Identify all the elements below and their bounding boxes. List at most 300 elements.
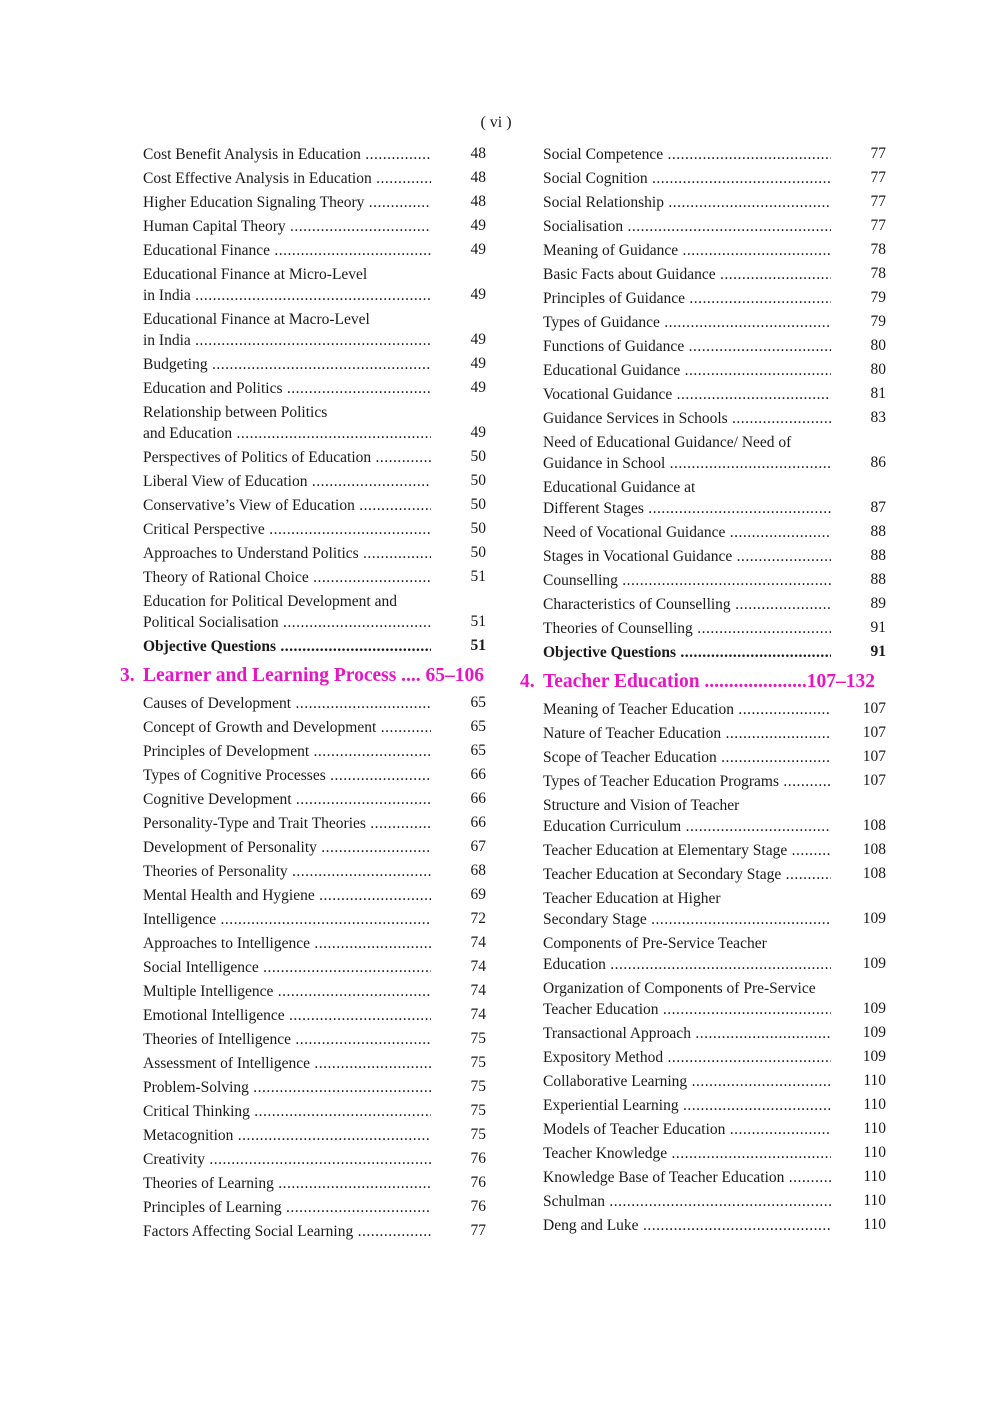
toc-entry-title — [143, 445, 431, 469]
toc-entry-theories-of-learning — [120, 1171, 486, 1195]
toc-entry-line: Knowledge Base of Teacher Education ..... — [543, 1167, 831, 1188]
toc-entry-line: Theories of Learning ..... — [143, 1173, 431, 1194]
toc-entry-nature-of-teacher-education — [520, 721, 886, 745]
toc-entry-line: Stages in Vocational Guidance ..... — [543, 546, 831, 567]
toc-entry-title — [143, 835, 431, 859]
toc-entry-line: Theories of Personality ..... — [143, 861, 431, 882]
toc-entry-human-capital-theory — [120, 214, 486, 238]
toc-page-number: 79 — [870, 313, 886, 330]
toc-entry-title — [543, 976, 831, 1021]
toc-entry-line: Guidance Services in Schools ..... — [543, 408, 831, 429]
toc-entry-scope-of-teacher-education — [520, 745, 886, 769]
toc-entry-line: Types of Guidance ..... — [543, 312, 831, 333]
toc-entry-educational-finance-at-micro-level-in-india — [120, 262, 486, 307]
toc-entry-title — [143, 1171, 431, 1195]
toc-page-number: 51 — [470, 568, 486, 585]
toc-entry-principles-of-learning — [120, 1195, 486, 1219]
toc-entry-title — [143, 1219, 431, 1243]
toc-entry-cognitive-development — [120, 787, 486, 811]
toc-entry-line: Theory of Rational Choice ..... — [143, 567, 431, 588]
toc-entry-title — [143, 541, 431, 565]
toc-entry-social-competence — [520, 142, 886, 166]
toc-entry-title — [543, 520, 831, 544]
toc-page-number: 68 — [470, 862, 486, 879]
toc-entry-teacher-education-at-secondary-stage — [520, 862, 886, 886]
toc-entry-emotional-intelligence — [120, 1003, 486, 1027]
toc-entry-functions-of-guidance — [520, 334, 886, 358]
toc-page-number: 49 — [470, 241, 486, 258]
toc-entry-line: Teacher Knowledge ..... — [543, 1143, 831, 1164]
chapter-heading — [120, 664, 486, 688]
toc-page-number: 88 — [870, 571, 886, 588]
toc-page-number: 75 — [470, 1030, 486, 1047]
toc-page-number: 109 — [862, 910, 886, 927]
toc-entry-title — [143, 811, 431, 835]
toc-entry-personality-type-and-trait-theories — [120, 811, 486, 835]
toc-page-number: 88 — [870, 547, 886, 564]
toc-entry-line: Social Relationship ..... — [543, 192, 831, 213]
toc-entry-title — [143, 517, 431, 541]
toc-entry-approaches-to-understand-politics — [120, 541, 486, 565]
toc-entry-line: Secondary Stage ..... — [543, 909, 831, 930]
toc-entry-collaborative-learning — [520, 1069, 886, 1093]
toc-entry-line: Creativity ..... — [143, 1149, 431, 1170]
toc-entry-line: Social Cognition ..... — [543, 168, 831, 189]
toc-page-number: 65 — [470, 742, 486, 759]
toc-entry-line: Cognitive Development ..... — [143, 789, 431, 810]
toc-entry-principles-of-guidance — [520, 286, 886, 310]
toc-page-number: 49 — [470, 379, 486, 396]
toc-entry-line: Components of Pre-Service Teacher — [543, 934, 767, 952]
toc-entry-line: Teacher Education at Higher — [543, 889, 721, 907]
toc-entry-line: Approaches to Intelligence ..... — [143, 933, 431, 954]
toc-entry-title — [143, 376, 431, 400]
toc-entry-causes-of-development — [120, 691, 486, 715]
toc-page-number: 83 — [870, 409, 886, 426]
toc-entry-title — [543, 1141, 831, 1165]
toc-entry-social-relationship — [520, 190, 886, 214]
toc-entry-counselling — [520, 568, 886, 592]
toc-entry-mental-health-and-hygiene — [120, 883, 486, 907]
toc-entry-title — [543, 262, 831, 286]
toc-entry-title — [143, 190, 431, 214]
toc-entry-experiential-learning — [520, 1093, 886, 1117]
toc-page-number: 107 — [862, 724, 886, 741]
toc-page-number: 91 — [870, 643, 886, 660]
toc-entry-title — [143, 931, 431, 955]
toc-entry-educational-guidance-at-different-stages — [520, 475, 886, 520]
toc-entry-title — [143, 142, 431, 166]
toc-page-number: 49 — [470, 355, 486, 372]
toc-entry-line: Deng and Luke ..... — [543, 1215, 831, 1236]
toc-entry-knowledge-base-of-teacher-education — [520, 1165, 886, 1189]
toc-entry-line: Counselling ..... — [543, 570, 831, 591]
toc-entry-line: Liberal View of Education ..... — [143, 471, 431, 492]
toc-page-number: 50 — [470, 520, 486, 537]
toc-entry-socialisation — [520, 214, 886, 238]
toc-entry-line: Metacognition ..... — [143, 1125, 431, 1146]
toc-page-number: 109 — [862, 955, 886, 972]
toc-page-number: 78 — [870, 241, 886, 258]
toc-entry-line: Education Curriculum ..... — [543, 816, 831, 837]
toc-entry-line: Multiple Intelligence ..... — [143, 981, 431, 1002]
toc-entry-metacognition — [120, 1123, 486, 1147]
toc-page-number: 51 — [470, 613, 486, 630]
toc-page-number: 109 — [862, 1048, 886, 1065]
toc-entry-title — [543, 568, 831, 592]
toc-entry-transactional-approach — [520, 1021, 886, 1045]
toc-entry-line: Educational Finance at Macro-Level — [143, 310, 370, 328]
toc-entry-critical-thinking — [120, 1099, 486, 1123]
toc-page-number: 65 — [470, 694, 486, 711]
toc-entry-title — [143, 1027, 431, 1051]
toc-entry-title — [543, 190, 831, 214]
toc-entry-line: Structure and Vision of Teacher — [543, 796, 740, 814]
toc-page-number: 107 — [862, 748, 886, 765]
toc-entry-title — [543, 721, 831, 745]
toc-entry-title — [143, 1123, 431, 1147]
toc-entry-title — [143, 1099, 431, 1123]
toc-entry-line: Guidance in School ..... — [543, 453, 831, 474]
toc-entry-social-intelligence — [120, 955, 486, 979]
toc-entry-title — [543, 592, 831, 616]
toc-page-number: 66 — [470, 766, 486, 783]
toc-entry-critical-perspective — [120, 517, 486, 541]
toc-entry-problem-solving — [120, 1075, 486, 1099]
toc-entry-line: Models of Teacher Education ..... — [543, 1119, 831, 1140]
toc-entry-assessment-of-intelligence — [120, 1051, 486, 1075]
toc-entry-title — [143, 883, 431, 907]
toc-page-number: 66 — [470, 790, 486, 807]
toc-entry-title — [543, 886, 831, 931]
toc-entry-title — [143, 166, 431, 190]
toc-page-number: 110 — [863, 1192, 886, 1209]
toc-entry-teacher-knowledge — [520, 1141, 886, 1165]
toc-entry-line: Teacher Education ..... — [543, 999, 831, 1020]
toc-entry-cost-benefit-analysis-in-education — [120, 142, 486, 166]
toc-entry-title — [143, 1003, 431, 1027]
toc-entry-title — [543, 697, 831, 721]
toc-entry-line: Functions of Guidance ..... — [543, 336, 831, 357]
toc-entry-budgeting — [120, 352, 486, 376]
toc-entry-teacher-education-at-higher-secondary-stage — [520, 886, 886, 931]
toc-entry-theories-of-intelligence — [120, 1027, 486, 1051]
toc-entry-theories-of-counselling — [520, 616, 886, 640]
toc-page-number: 77 — [870, 169, 886, 186]
toc-entry-title — [543, 142, 831, 166]
toc-entry-line: Human Capital Theory ..... — [143, 216, 431, 237]
toc-entry-line: Critical Thinking ..... — [143, 1101, 431, 1122]
toc-entry-line: Collaborative Learning ..... — [543, 1071, 831, 1092]
toc-entry-education-and-politics — [120, 376, 486, 400]
toc-entry-line: Different Stages ..... — [543, 498, 831, 519]
toc-entry-line: Experiential Learning ..... — [543, 1095, 831, 1116]
toc-entry-title — [143, 469, 431, 493]
toc-entry-line: Factors Affecting Social Learning ..... — [143, 1221, 431, 1242]
toc-entry-title — [143, 1195, 431, 1219]
page-number: ( vi ) — [480, 114, 512, 131]
toc-entry-line: Basic Facts about Guidance ..... — [543, 264, 831, 285]
toc-entry-title — [543, 1093, 831, 1117]
toc-entry-line: Education ..... — [543, 954, 831, 975]
toc-entry-line: Need of Vocational Guidance ..... — [543, 522, 831, 543]
chapter-heading — [520, 670, 886, 694]
toc-page-number: 91 — [870, 619, 886, 636]
toc-entry-educational-finance — [120, 238, 486, 262]
toc-entry-concept-of-growth-and-development — [120, 715, 486, 739]
toc-entry-title — [543, 544, 831, 568]
toc-page-number: 75 — [470, 1054, 486, 1071]
toc-entry-title — [543, 166, 831, 190]
toc-page-number: 49 — [470, 424, 486, 441]
toc-entry-conservative-s-view-of-education — [120, 493, 486, 517]
toc-entry-line: Scope of Teacher Education ..... — [543, 747, 831, 768]
toc-entry-title — [143, 238, 431, 262]
toc-entry-line: Intelligence ..... — [143, 909, 431, 930]
toc-page-number: 80 — [870, 337, 886, 354]
toc-entry-social-cognition — [520, 166, 886, 190]
toc-page-number: 49 — [470, 331, 486, 348]
toc-entry-meaning-of-teacher-education — [520, 697, 886, 721]
toc-entry-line: Principles of Guidance ..... — [543, 288, 831, 309]
toc-page-number: 75 — [470, 1126, 486, 1143]
toc-page-number: 108 — [862, 865, 886, 882]
toc-entry-title — [143, 493, 431, 517]
toc-entry-title — [143, 691, 431, 715]
toc-entry-expository-method — [520, 1045, 886, 1069]
toc-entry-line: Relationship between Politics — [143, 403, 328, 421]
toc-entry-line: and Education ..... — [143, 423, 431, 444]
toc-entry-title — [143, 1051, 431, 1075]
toc-entry-relationship-between-politics-and-education — [120, 400, 486, 445]
toc-entry-line: Educational Guidance at — [543, 478, 696, 496]
toc-entry-title — [543, 793, 831, 838]
toc-page-number: 51 — [470, 637, 486, 654]
toc-page-number: 81 — [870, 385, 886, 402]
toc-entry-guidance-services-in-schools — [520, 406, 886, 430]
toc-entry-approaches-to-intelligence — [120, 931, 486, 955]
toc-entry-models-of-teacher-education — [520, 1117, 886, 1141]
toc-entry-line: Principles of Development ..... — [143, 741, 431, 762]
toc-entry-line: Higher Education Signaling Theory ..... — [143, 192, 431, 213]
toc-entry-title — [143, 955, 431, 979]
toc-entry-line: Problem-Solving ..... — [143, 1077, 431, 1098]
toc-page-number: 78 — [870, 265, 886, 282]
toc-page-number: 108 — [862, 817, 886, 834]
toc-entry-deng-and-luke — [520, 1213, 886, 1237]
toc-page-number: 50 — [470, 472, 486, 489]
toc-entry-title — [143, 352, 431, 376]
toc-entry-vocational-guidance — [520, 382, 886, 406]
toc-entry-line: Mental Health and Hygiene ..... — [143, 885, 431, 906]
toc-page-number: 87 — [870, 499, 886, 516]
toc-entry-line: Political Socialisation ..... — [143, 612, 431, 633]
toc-entry-objective-questions — [120, 634, 486, 658]
toc-page-number: 110 — [863, 1096, 886, 1113]
toc-right-column — [520, 142, 886, 1237]
toc-page-number: 77 — [870, 193, 886, 210]
toc-page-number: 86 — [870, 454, 886, 471]
toc-entry-creativity — [120, 1147, 486, 1171]
toc-page-number: 77 — [870, 145, 886, 162]
toc-entry-title — [543, 745, 831, 769]
toc-entry-title — [543, 430, 831, 475]
toc-page-number: 76 — [470, 1198, 486, 1215]
toc-page-number: 50 — [470, 448, 486, 465]
toc-entry-line: Perspectives of Politics of Education ..... — [143, 447, 431, 468]
toc-entry-line: Nature of Teacher Education ..... — [543, 723, 831, 744]
toc-entry-line: Theories of Counselling ..... — [543, 618, 831, 639]
toc-entry-title — [543, 862, 831, 886]
toc-entry-title — [543, 1117, 831, 1141]
toc-entry-title — [543, 238, 831, 262]
toc-entry-line: Educational Guidance ..... — [543, 360, 831, 381]
toc-entry-line: Objective Questions ..... — [543, 642, 831, 663]
toc-entry-title — [143, 589, 431, 634]
toc-entry-title — [543, 1045, 831, 1069]
toc-entry-higher-education-signaling-theory — [120, 190, 486, 214]
toc-page-number: 79 — [870, 289, 886, 306]
toc-entry-meaning-of-guidance — [520, 238, 886, 262]
toc-entry-line: Critical Perspective ..... — [143, 519, 431, 540]
toc-entry-schulman — [520, 1189, 886, 1213]
toc-entry-line: Vocational Guidance ..... — [543, 384, 831, 405]
toc-entry-title — [543, 1213, 831, 1237]
toc-page-number: 65 — [470, 718, 486, 735]
toc-entry-teacher-education-at-elementary-stage — [520, 838, 886, 862]
toc-entry-title — [143, 787, 431, 811]
toc-entry-title — [143, 763, 431, 787]
toc-entry-title — [543, 1165, 831, 1189]
toc-entry-line: Transactional Approach ..... — [543, 1023, 831, 1044]
toc-entry-line: Assessment of Intelligence ..... — [143, 1053, 431, 1074]
toc-page-number: 49 — [470, 286, 486, 303]
toc-entry-title — [543, 838, 831, 862]
chapter-number: 3. — [120, 665, 135, 686]
toc-entry-line: Social Intelligence ..... — [143, 957, 431, 978]
toc-entry-title — [143, 565, 431, 589]
toc-entry-line: in India ..... — [143, 285, 431, 306]
toc-entry-title — [143, 214, 431, 238]
toc-entry-line: Cost Benefit Analysis in Education ..... — [143, 144, 431, 165]
toc-entry-line: Social Competence ..... — [543, 144, 831, 165]
chapter-title: Teacher Education .....................107–132 — [543, 671, 876, 692]
toc-entry-types-of-teacher-education-programs — [520, 769, 886, 793]
toc-page-number: 109 — [862, 1024, 886, 1041]
toc-entry-types-of-cognitive-processes — [120, 763, 486, 787]
toc-page-number: 108 — [862, 841, 886, 858]
toc-entry-line: Meaning of Teacher Education ..... — [543, 699, 831, 720]
toc-entry-line: Approaches to Understand Politics ..... — [143, 543, 431, 564]
toc-page-number: 75 — [470, 1102, 486, 1119]
toc-page-number: 110 — [863, 1168, 886, 1185]
toc-entry-line: Causes of Development ..... — [143, 693, 431, 714]
toc-entry-line: Educational Finance at Micro-Level — [143, 265, 368, 283]
toc-page-number: 67 — [470, 838, 486, 855]
toc-entry-line: Concept of Growth and Development ..... — [143, 717, 431, 738]
toc-entry-cost-effective-analysis-in-education — [120, 166, 486, 190]
toc-entry-education-for-political-development-and-political-socialisation — [120, 589, 486, 634]
toc-entry-line: Educational Finance ..... — [143, 240, 431, 261]
toc-entry-line: Expository Method ..... — [543, 1047, 831, 1068]
toc-entry-need-of-vocational-guidance — [520, 520, 886, 544]
toc-page-number: 76 — [470, 1174, 486, 1191]
toc-page-number: 109 — [862, 1000, 886, 1017]
toc-entry-title — [543, 475, 831, 520]
toc-entry-objective-questions — [520, 640, 886, 664]
toc-entry-principles-of-development — [120, 739, 486, 763]
toc-entry-line: in India ..... — [143, 330, 431, 351]
toc-entry-title — [143, 634, 431, 658]
toc-page-number: 74 — [470, 958, 486, 975]
toc-entry-title — [543, 406, 831, 430]
toc-entry-line: Teacher Education at Secondary Stage ..... — [543, 864, 831, 885]
toc-entry-line: Budgeting ..... — [143, 354, 431, 375]
toc-page-number: 74 — [470, 982, 486, 999]
toc-entry-line: Types of Teacher Education Programs ..... — [543, 771, 831, 792]
toc-entry-title — [543, 382, 831, 406]
toc-page-number: 69 — [470, 886, 486, 903]
toc-entry-title — [543, 616, 831, 640]
toc-entry-line: Personality-Type and Trait Theories ..... — [143, 813, 431, 834]
toc-entry-need-of-educational-guidance-need-of-guidance-in-school — [520, 430, 886, 475]
toc-entry-line: Theories of Intelligence ..... — [143, 1029, 431, 1050]
toc-page-number: 74 — [470, 1006, 486, 1023]
toc-entry-title — [543, 358, 831, 382]
toc-page-number: 110 — [863, 1072, 886, 1089]
toc-entry-title — [543, 214, 831, 238]
toc-entry-line: Schulman ..... — [543, 1191, 831, 1212]
toc-entry-title — [143, 979, 431, 1003]
toc-entry-theory-of-rational-choice — [120, 565, 486, 589]
toc-entry-title — [143, 715, 431, 739]
toc-page-number: 72 — [470, 910, 486, 927]
toc-entry-title — [543, 769, 831, 793]
toc-entry-title — [543, 334, 831, 358]
toc-page-number: 49 — [470, 217, 486, 234]
toc-entry-development-of-personality — [120, 835, 486, 859]
toc-entry-line: Objective Questions ..... — [143, 636, 431, 657]
toc-entry-line: Organization of Components of Pre-Service — [543, 979, 816, 997]
toc-entry-intelligence — [120, 907, 486, 931]
toc-entry-line: Need of Educational Guidance/ Need of — [543, 433, 792, 451]
toc-entry-title — [543, 310, 831, 334]
toc-entry-title — [143, 907, 431, 931]
toc-entry-structure-and-vision-of-teacher-education-curriculum — [520, 793, 886, 838]
toc-entry-line: Characteristics of Counselling ..... — [543, 594, 831, 615]
toc-page-number: 75 — [470, 1078, 486, 1095]
toc-page-number: 110 — [863, 1120, 886, 1137]
toc-page-number: 50 — [470, 544, 486, 561]
toc-entry-title — [143, 262, 431, 307]
toc-entry-line: Cost Effective Analysis in Education ..... — [143, 168, 431, 189]
toc-page-number: 107 — [862, 772, 886, 789]
chapter-title: Learner and Learning Process .... 65–106 — [143, 665, 485, 686]
toc-entry-factors-affecting-social-learning — [120, 1219, 486, 1243]
toc-entry-line: Socialisation ..... — [543, 216, 831, 237]
toc-page-number: 88 — [870, 523, 886, 540]
toc-entry-organization-of-components-of-pre-service-teacher-education — [520, 976, 886, 1021]
toc-page-number: 77 — [470, 1222, 486, 1239]
toc-page-number: 80 — [870, 361, 886, 378]
toc-entry-educational-guidance — [520, 358, 886, 382]
toc-page-number: 107 — [862, 700, 886, 717]
toc-entry-title — [143, 859, 431, 883]
toc-entry-title — [543, 1069, 831, 1093]
toc-entry-line: Teacher Education at Elementary Stage ..... — [543, 840, 831, 861]
toc-entry-stages-in-vocational-guidance — [520, 544, 886, 568]
toc-entry-educational-finance-at-macro-level-in-india — [120, 307, 486, 352]
